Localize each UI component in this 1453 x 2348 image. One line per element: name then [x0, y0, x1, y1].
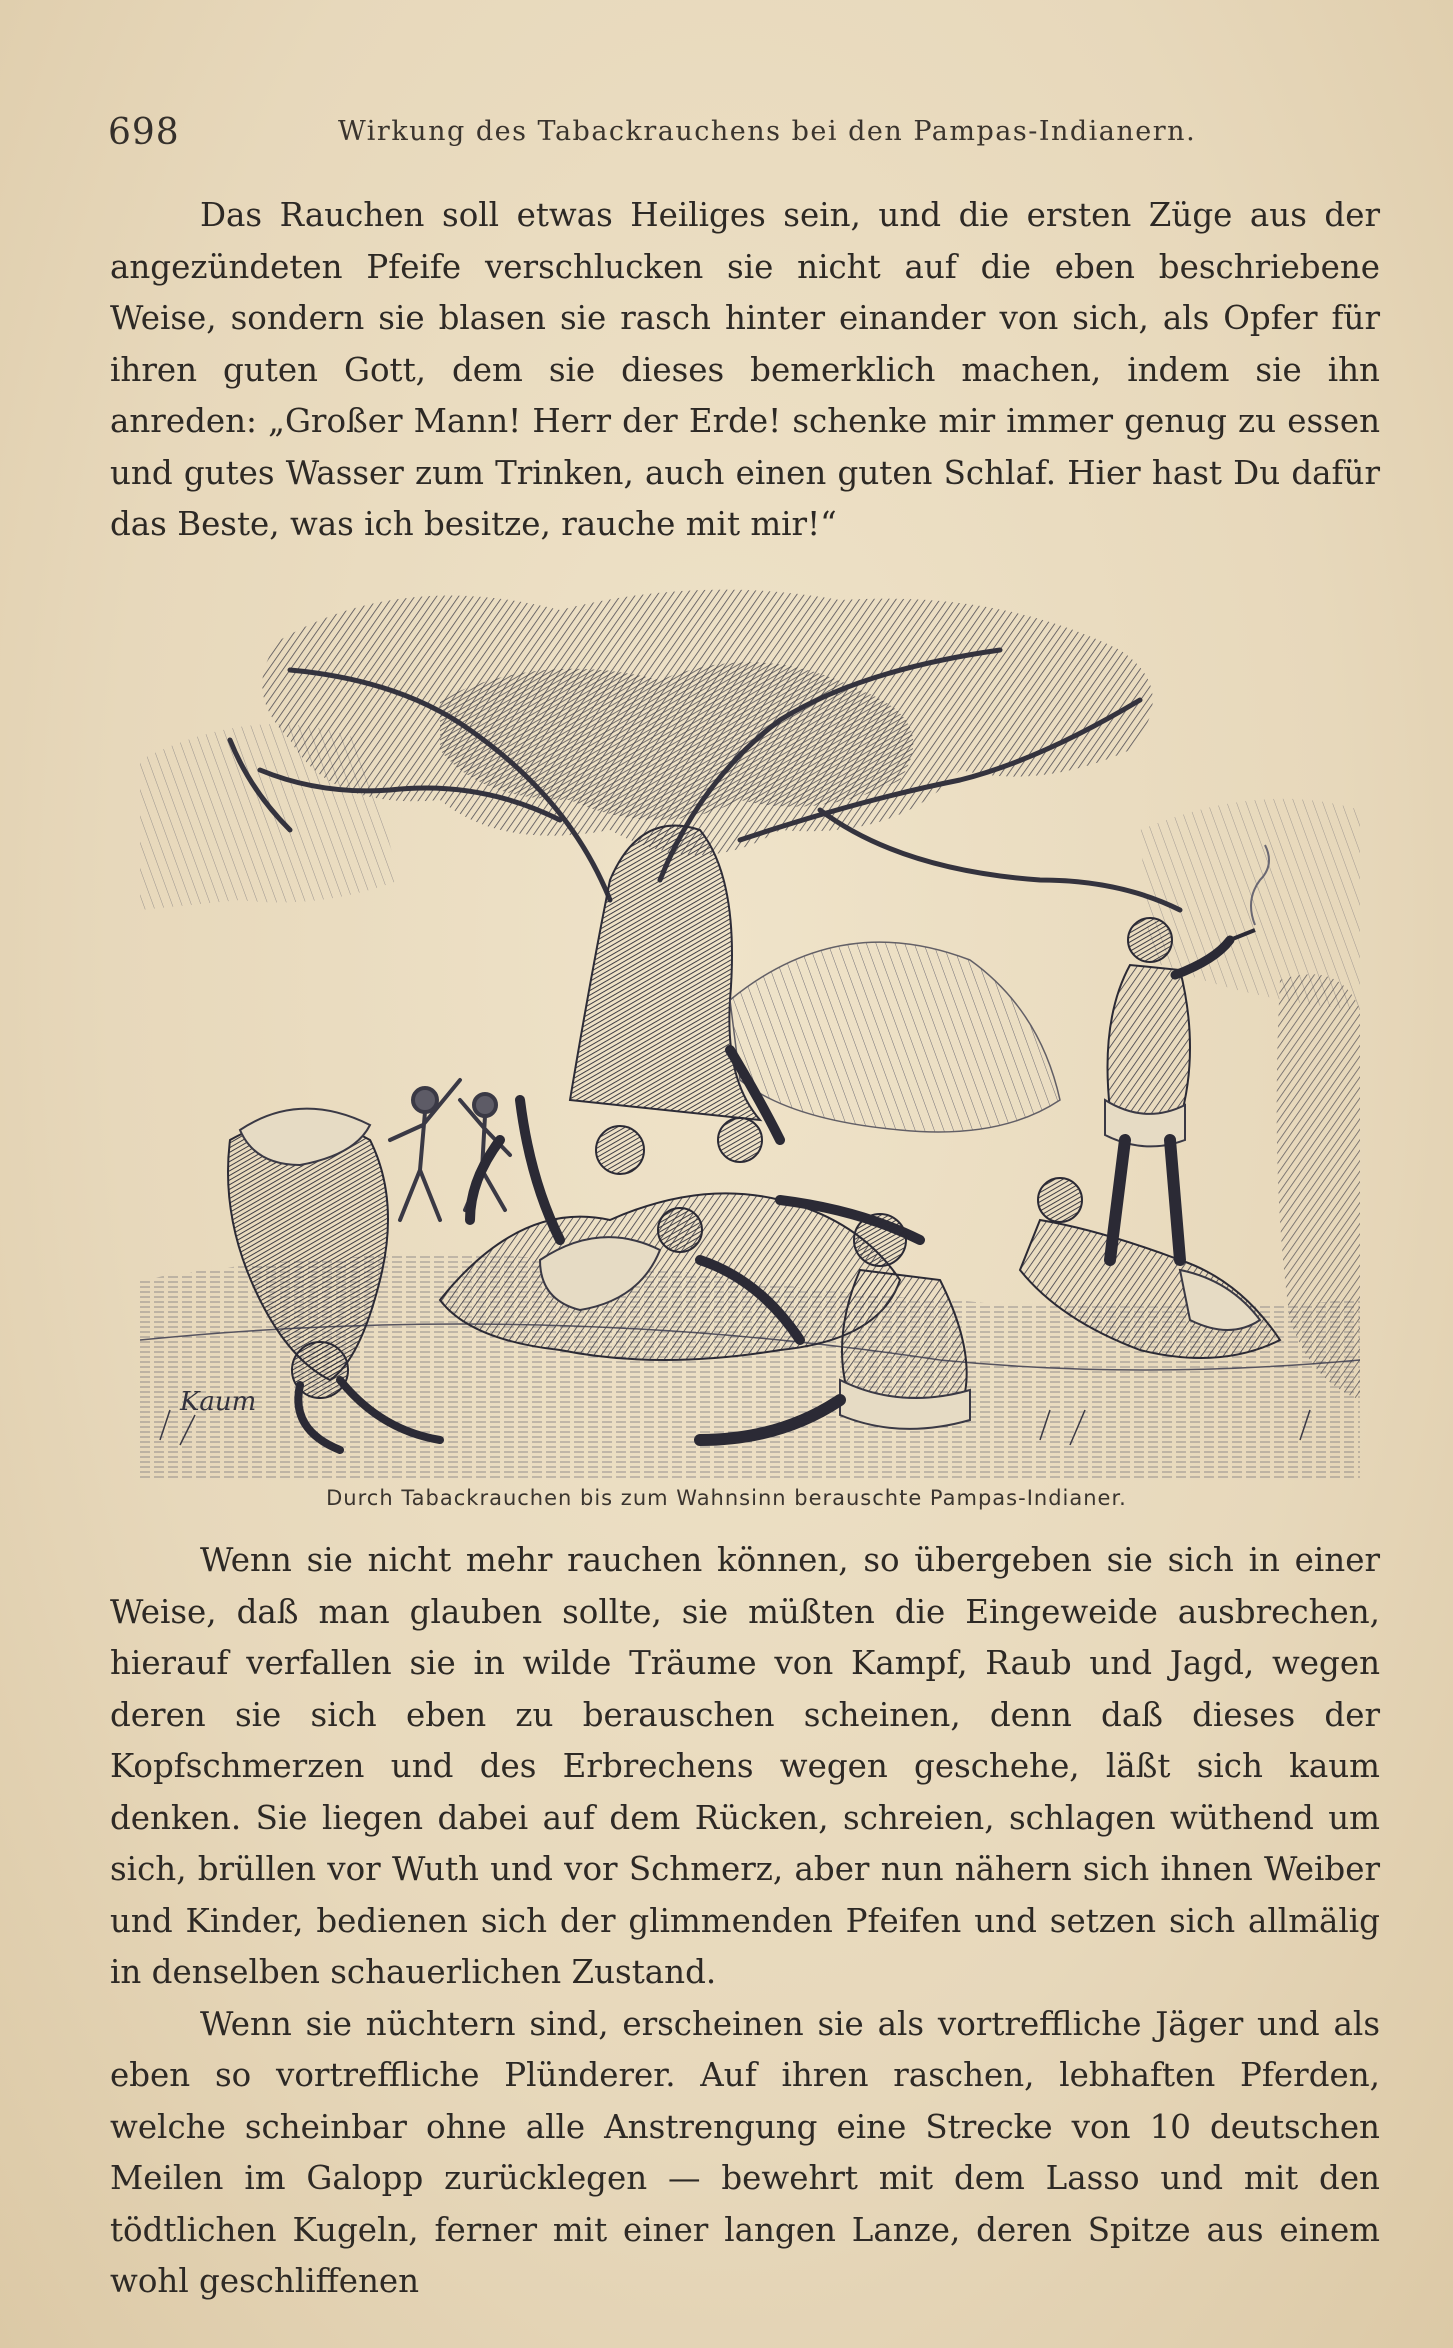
- page-number: 698: [108, 112, 180, 153]
- engraving-svg: [140, 580, 1360, 1480]
- paragraph: Das Rauchen soll etwas Heiliges sein, und die ersten Züge aus der angezündeten Pfeife verschlucken sie nicht auf die eben beschriebene Weise, sondern sie blasen sie rasch hinter einander von sich, als Opfer für ihren guten Gott, dem sie dieses bemerklich machen, indem sie ihn anreden: „Großer Mann! Herr der Erde! schenke mir immer genug zu essen und gutes Wasser zum Trinken, auch einen guten Schlaf. Hier hast Du dafür das Beste, was ich besitze, rauche mit mir!“: [110, 196, 1380, 543]
- page-header: [108, 112, 1373, 162]
- paragraph: Wenn sie nüchtern sind, erscheinen sie als vortreffliche Jäger und als eben so vortreffliche Plünderer. Auf ihren raschen, lebhaften Pferden, welche scheinbar ohne alle Anstrengung eine Strecke von 10 deutschen Meilen im Galopp zurücklegen — bewehrt mit dem Lasso und mit den tödtlichen Kugeln, ferner mit einer langen Lanze, deren Spitze aus einem wohl geschliffenen: [110, 2004, 1380, 2300]
- body-text-top: [110, 190, 1380, 551]
- body-text-bottom: [110, 1535, 1380, 2308]
- artist-signature: Kaum: [180, 1387, 257, 1417]
- running-head: Wirkung des Tabackrauchens bei den Pampas-Indianern.: [338, 116, 1197, 147]
- paragraph: Wenn sie nicht mehr rauchen können, so übergeben sie sich in einer Weise, daß man glauben sollte, sie müßten die Eingeweide ausbrechen, hierauf verfallen sie in wilde Träume von Kampf, Raub und Jagd, wegen deren sie sich eben zu berauschen scheinen, denn daß dieses der Kopfschmerzen und des Erbrechens wegen geschehe, läßt sich kaum denken. Sie liegen dabei auf dem Rücken, schreien, schlagen wüthend um sich, brüllen vor Wuth und vor Schmerz, aber nun nähern sich ihnen Weiber und Kinder, bedienen sich der glimmenden Pfeifen und setzen sich allmälig in denselben schauerlichen Zustand.: [110, 1541, 1380, 1991]
- engraving-illustration: [140, 580, 1360, 1480]
- figure-caption: Durch Tabackrauchen bis zum Wahnsinn berauschte Pampas-Indianer.: [326, 1486, 1127, 1510]
